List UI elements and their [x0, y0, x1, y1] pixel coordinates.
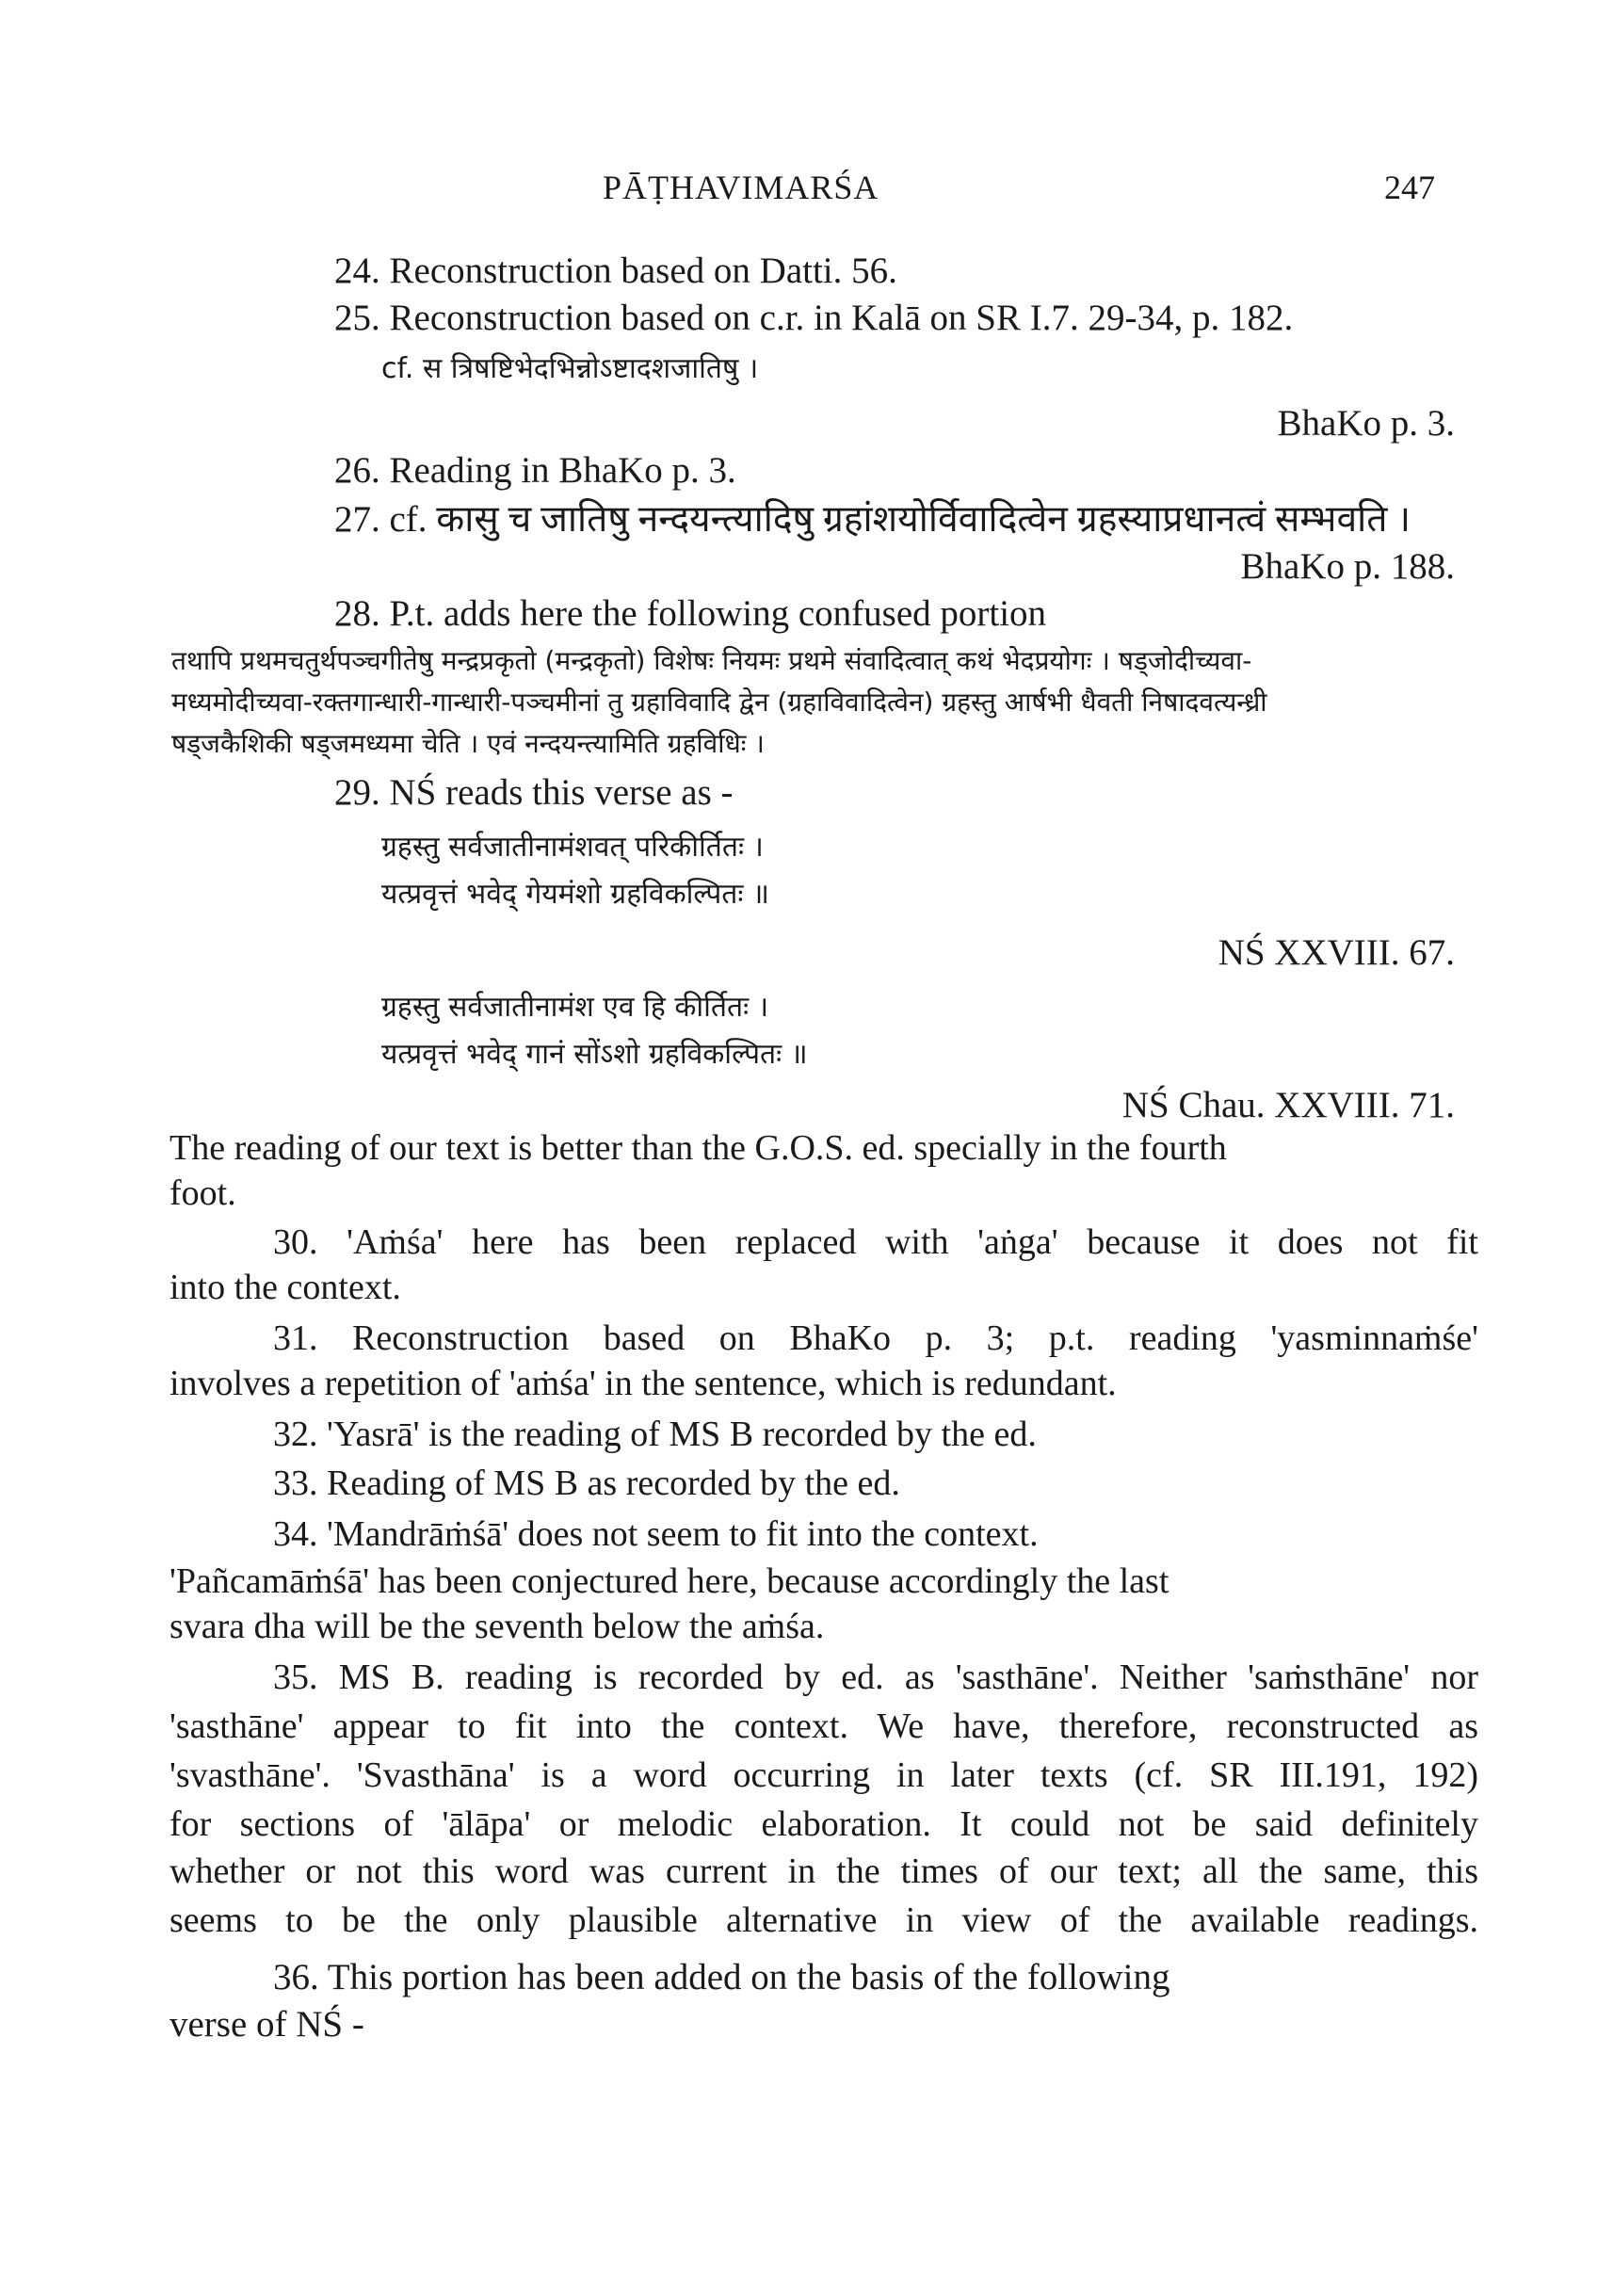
note-29: 29. NŚ reads this verse as - — [334, 772, 734, 813]
note-31: 31. Reconstruction based on BhaKo p. 3; p.t. reading 'yasminnaṁśe' — [273, 1318, 1478, 1358]
note-34: 34. 'Mandrāṁśā' does not seem to fit into the context. — [273, 1514, 1039, 1554]
note-30: 30. 'Aṁśa' here has been replaced with 'aṅga' because it does not fit — [273, 1222, 1478, 1262]
note-24: 24. Reconstruction based on Datti. 56. — [334, 251, 897, 291]
note-35: 'svasthāne'. 'Svasthāna' is a word occurring in later texts (cf. SR III.191, 192) — [169, 1755, 1478, 1795]
note-35: 35. MS B. reading is recorded by ed. as 'sasthāne'. Neither 'saṁsthāne' nor — [273, 1657, 1478, 1697]
note-29-verse: यत्प्रवृत्तं भवेद् गेयमंशो ग्रहविकल्पितः ॥ — [381, 878, 769, 911]
note-36: verse of NŚ - — [169, 2004, 364, 2045]
note-30: into the context. — [169, 1268, 401, 1307]
note-32: 32. 'Yasrā' is the reading of MS B recorded by the ed. — [273, 1415, 1037, 1454]
note-29-verse: ग्रहस्तु सर्वजातीनामंश एव हि कीर्तितः । — [381, 991, 769, 1024]
note-36: 36. This portion has been added on the basis of the following — [273, 1957, 1170, 1997]
note-29-verse: ग्रहस्तु सर्वजातीनामंशवत् परिकीर्तितः । — [381, 831, 764, 864]
note-28-sanskrit-line: मध्यमोदीच्यवा-रक्तगान्धारी-गान्धारी-पञ्चमीनां तु ग्रहाविवादि द्वेन (ग्रहाविवादित्वेन) ग्रहस्तु आर्षभी धैवती निषादवत्यन्ध्री — [171, 687, 1267, 718]
note-27: 27. cf. कासु च जातिषु नन्दयन्त्यादिषु ग्रहांशयोर्विवादित्वेन ग्रहस्याप्रधानत्वं सम्भवति । — [334, 499, 1411, 540]
note-26: 26. Reading in BhaKo p. 3. — [334, 450, 736, 491]
note-29-comment: The reading of our text is better than the G.O.S. ed. specially in the fourth — [169, 1128, 1227, 1168]
note-35: 'sasthāne' appear to fit into the context. We have, therefore, reconstructed as — [169, 1706, 1478, 1746]
page-number: 247 — [1384, 169, 1435, 206]
running-head: PĀṬHAVIMARŚA — [603, 169, 879, 206]
note-35: seems to be the only plausible alternative in view of the available readings. — [169, 1900, 1478, 1940]
note-29-comment: foot. — [169, 1173, 236, 1213]
note-25-citation: cf. स त्रिषष्टिभेदभिन्नोऽष्टादशजातिषु । — [381, 352, 759, 385]
note-35: whether or not this word was current in the times of our text; all the same, this — [169, 1851, 1478, 1891]
note-34: svara dha will be the seventh below the aṁśa. — [169, 1607, 825, 1646]
note-28: 28. P.t. adds here the following confused portion — [334, 593, 1047, 634]
note-35: for sections of 'ālāpa' or melodic elaboration. It could not be said definitely — [169, 1804, 1478, 1844]
note-29-source: NŚ Chau. XXVIII. 71. — [1121, 1085, 1455, 1125]
note-27-source: BhaKo p. 188. — [1240, 546, 1455, 587]
note-28-sanskrit-line: तथापि प्रथमचतुर्थपञ्चगीतेषु मन्द्रप्रकृतो (मन्द्रकृतो) विशेषः नियमः प्रथमे संवादित्वात् कथं भेदप्रयोगः । षड्जोदीच्यवा- — [171, 645, 1252, 676]
note-28-sanskrit-line: षड्जकैशिकी षड्जमध्यमा चेति । एवं नन्दयन्त्यामिति ग्रहविधिः । — [171, 728, 765, 759]
note-33: 33. Reading of MS B as recorded by the ed. — [273, 1463, 900, 1503]
note-29-verse: यत्प्रवृत्तं भवेद् गानं सोंऽशो ग्रहविकल्पितः ॥ — [381, 1038, 808, 1071]
note-25: 25. Reconstruction based on c.r. in Kalā on SR I.7. 29-34, p. 182. — [334, 298, 1294, 338]
note-29-source: NŚ XXVIII. 67. — [1218, 932, 1455, 973]
note-25-source: BhaKo p. 3. — [1277, 403, 1455, 444]
note-31: involves a repetition of 'aṁśa' in the sentence, which is redundant. — [169, 1364, 1117, 1403]
note-34: 'Pañcamāṁśā' has been conjectured here, because accordingly the last — [169, 1561, 1169, 1601]
